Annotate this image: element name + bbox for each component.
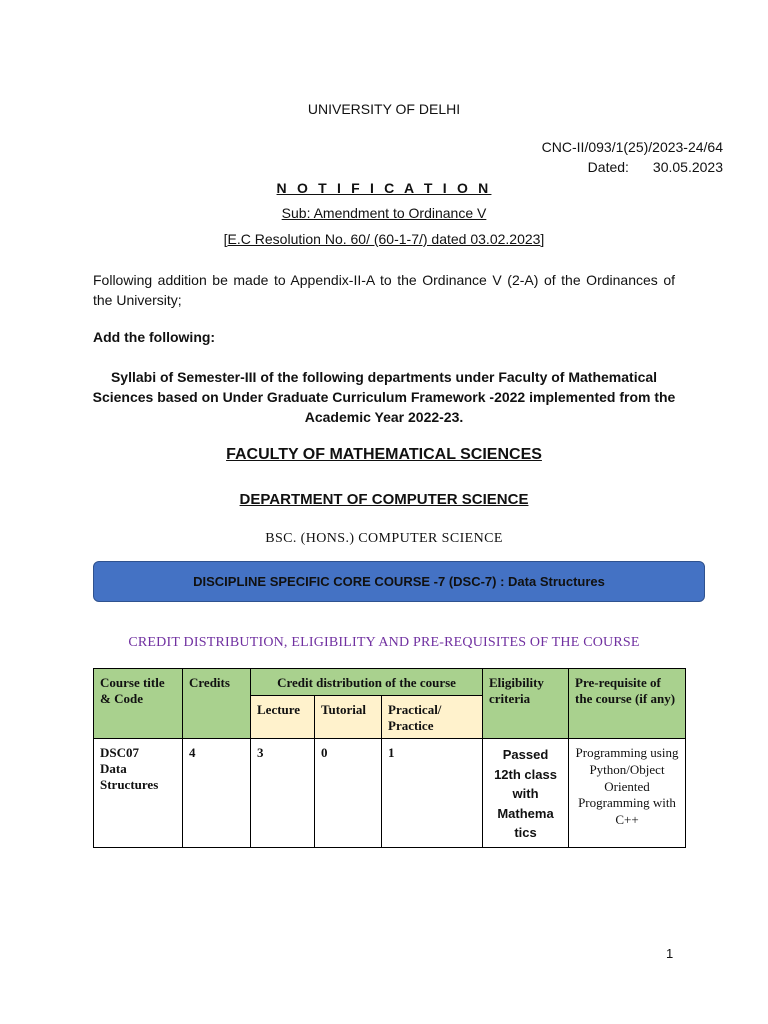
header-lecture: Lecture	[251, 696, 315, 739]
header-course-title: Course title & Code	[94, 669, 183, 739]
page-number: 1	[666, 946, 674, 961]
resolution-line	[0, 231, 768, 247]
faculty-heading: FACULTY OF MATHEMATICAL SCIENCES	[226, 446, 542, 463]
intro-paragraph: Following addition be made to Appendix-II-A to the Ordinance V (2-A) of the Ordinances of the University;	[93, 272, 675, 308]
course-name: Data Structures	[100, 761, 159, 792]
header-tutorial: Tutorial	[315, 696, 382, 739]
header-eligibility: Eligibility criteria	[483, 669, 569, 739]
header-practical: Practical/ Practice	[382, 696, 483, 739]
table-row	[94, 739, 686, 848]
table-header-row	[94, 669, 686, 696]
department-heading: DEPARTMENT OF COMPUTER SCIENCE	[239, 491, 529, 508]
dated-label: Dated:	[587, 159, 629, 175]
course-banner	[93, 561, 705, 602]
reference-number: CNC-II/093/1(25)/2023-24/64	[541, 139, 723, 155]
notification-heading: N O T I F I C A T I O N	[276, 180, 492, 196]
credit-section-heading: CREDIT DISTRIBUTION, ELIGIBILITY AND PRE-REQUISITES OF THE COURSE	[128, 635, 640, 650]
subject-line	[0, 205, 768, 221]
cell-practical: 1	[382, 739, 483, 848]
add-following-label: Add the following:	[93, 329, 216, 345]
cell-eligibility: Passed 12th class with Mathema tics	[483, 739, 569, 848]
header-prerequisite: Pre-requisite of the course (if any)	[569, 669, 686, 739]
cell-lecture: 3	[251, 739, 315, 848]
header-credits: Credits	[183, 669, 251, 739]
cell-prerequisite: Programming using Python/Object Oriented Programming with C++	[569, 739, 686, 848]
dated-value: 30.05.2023	[652, 159, 723, 175]
dated-line	[588, 159, 723, 175]
cell-course	[94, 739, 183, 848]
course-banner-text: DISCIPLINE SPECIFIC CORE COURSE -7 (DSC-7) : Data Structures	[193, 574, 605, 589]
resolution-text: [E.C Resolution No. 60/ (60-1-7/) dated 03.02.2023]	[223, 231, 545, 247]
cell-credits: 4	[183, 739, 251, 848]
programme-heading: BSC. (HONS.) COMPUTER SCIENCE	[265, 531, 503, 546]
credit-table	[93, 668, 686, 848]
course-code: DSC07	[100, 745, 140, 760]
cell-tutorial: 0	[315, 739, 382, 848]
university-name: UNIVERSITY OF DELHI	[307, 101, 461, 117]
header-credit-distribution: Credit distribution of the course	[251, 669, 483, 696]
subject-text: Sub: Amendment to Ordinance V	[281, 205, 487, 221]
syllabi-paragraph: Syllabi of Semester-III of the following departments under Faculty of Mathematical Sciences based on Under Graduate Curriculum Framework -2022 implemented from the Academic Year 2022-23.	[92, 369, 676, 425]
